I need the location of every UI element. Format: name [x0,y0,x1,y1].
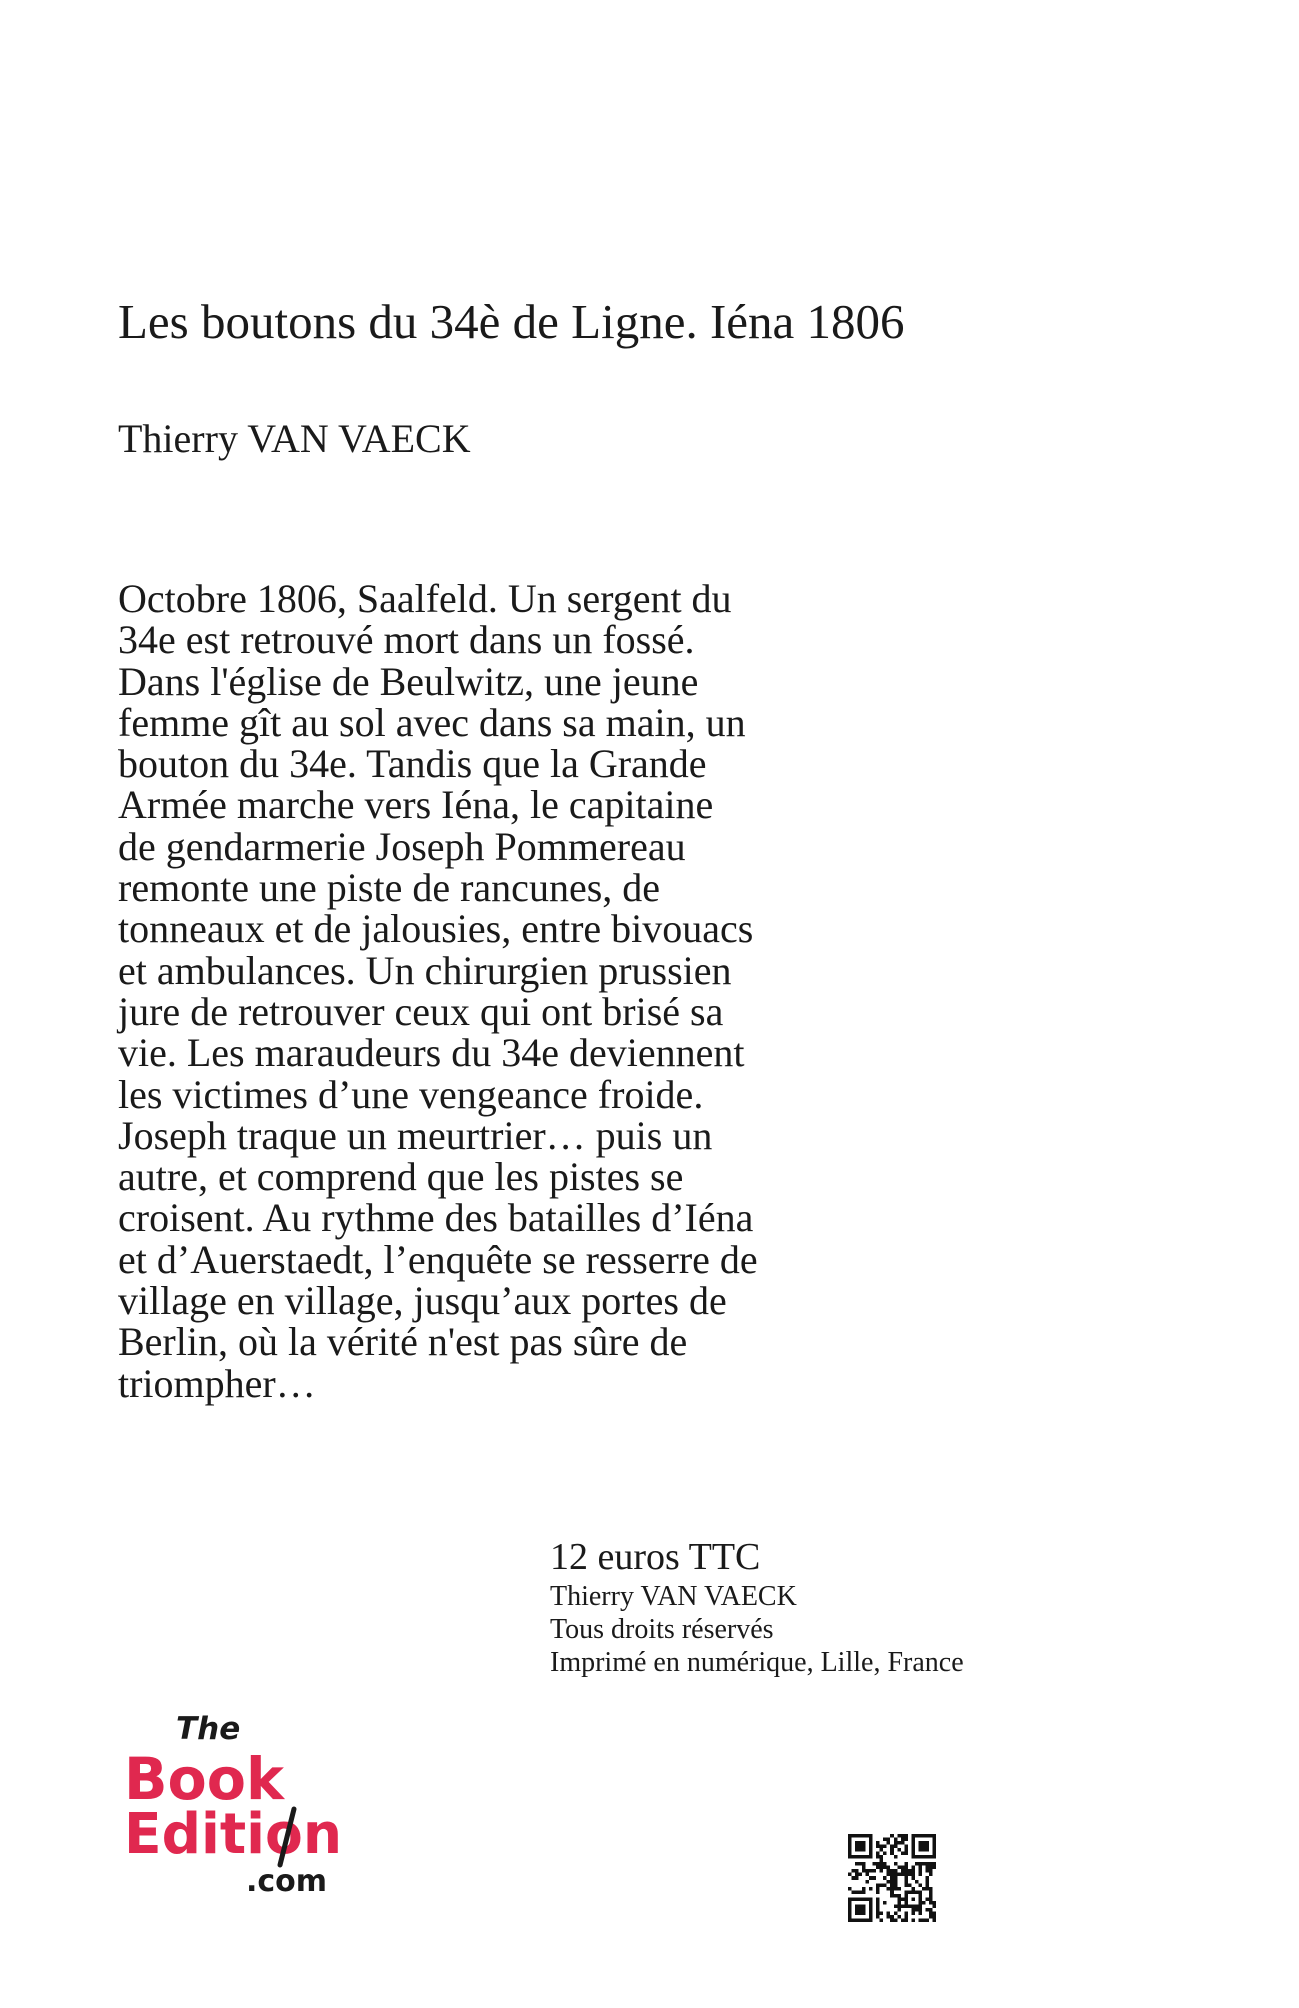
logo-the: The [176,1711,241,1747]
logo-book: Book [124,1745,286,1813]
logo-domain: .com [246,1864,328,1899]
colophon [550,1534,1150,1679]
book-author: Thierry VAN VAECK [118,416,471,461]
colophon-author: Thierry VAN VAECK [550,1581,797,1612]
price: 12 euros TTC [550,1536,761,1578]
printing-notice: Imprimé en numérique, Lille, France [550,1647,964,1678]
logo-edition: Edition [124,1802,342,1867]
qr-code-icon [848,1834,936,1922]
rights-notice: Tous droits réservés [550,1614,774,1645]
blurb-text: Octobre 1806, Saalfeld. Un sergent du 34e est retrouvé mort dans un fossé. Dans l'église de Beulwitz, une jeune femme gît au sol avec dans sa main, un bouton du 34e. Tandis que la Grande Armée marche vers Iéna, le capitaine de gendarmerie Joseph Pommereau remonte une piste de rancunes, de tonneaux et de jalousies, entre bivouacs et ambulances. Un chirurgien prussien jure de retrouver ceux qui ont brisé sa vie. Les maraudeurs du 34e deviennent les victimes d’une vengeance froide. Joseph traque un meurtrier… puis un autre, et comprend que les pistes se croisent. Au rythme des batailles d’Iéna et d’Auerstaedt, l’enquête se resserre de village en village, jusqu’aux portes de Berlin, où la vérité n'est pas sûre de triompher… [118,576,758,1406]
thebookedition-logo [124,1703,354,1903]
book-title: Les boutons du 34è de Ligne. Iéna 1806 [118,294,905,349]
back-cover-blurb [118,578,978,1404]
